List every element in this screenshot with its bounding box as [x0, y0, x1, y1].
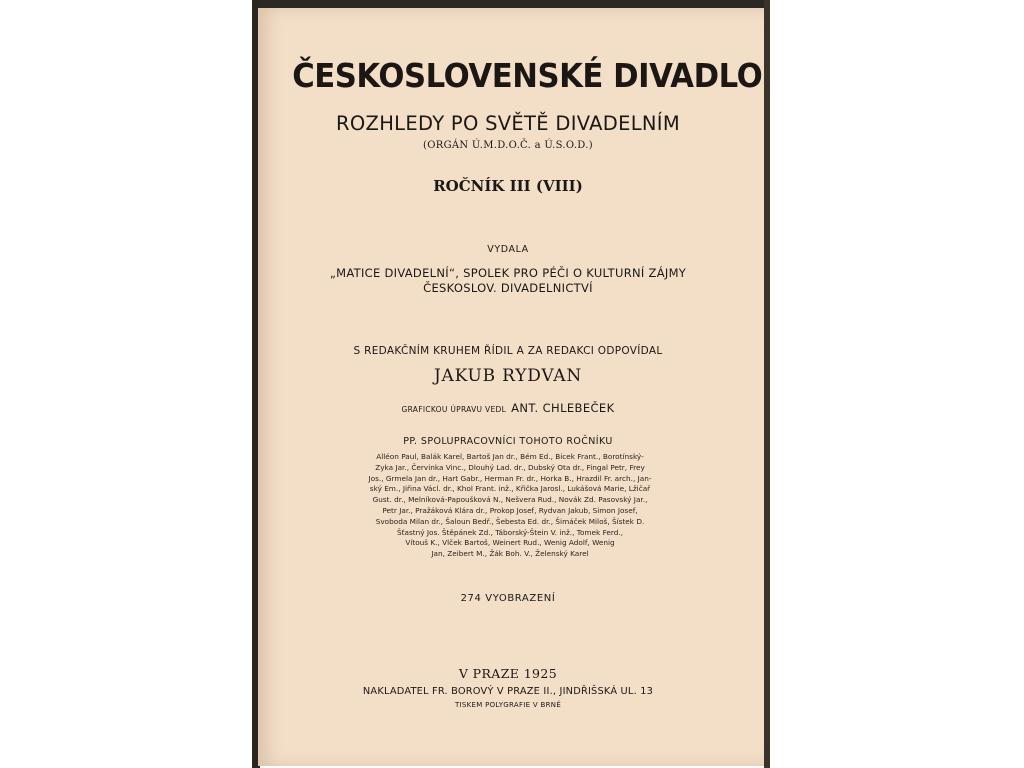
collaborators-heading: PP. SPOLUPRACOVNÍCI TOHOTO ROČNÍKU — [403, 436, 613, 447]
collaborators-line: Gust. dr., Melníková-Papoušková N., Nešvera Rud., Novák Zd. Pasovský Jar., — [372, 495, 648, 505]
published-by-label: VYDALA — [487, 244, 529, 255]
page-subtitle: ROZHLEDY PO SVĚTĚ DIVADELNÍM — [336, 112, 680, 135]
volume-line: ROČNÍK III (VIII) — [433, 177, 583, 195]
collaborators-line: Zyka Jar., Červinka Vinc., Dlouhý Lad. dr., Dubský Ota dr., Fingal Petr, Frey — [375, 462, 645, 472]
collaborators-line: ský Em., Jiřina Václ. dr., Khol Frant. inž., Křička Jarosl., Lukášová Marie, Lžičař — [369, 484, 651, 494]
illustrations-count: 274 VYOBRAZENÍ — [460, 593, 556, 604]
publisher-line-2: ČESKOSLOV. DIVADELNICTVÍ — [423, 281, 593, 295]
collaborators-line: Jan, Zeibert M., Žák Boh. V., Želenský Karel — [431, 549, 589, 559]
collaborators-line: Petr Jar., Pražáková Klára dr., Prokop Josef, Rydvan Jakub, Simon Josef, — [382, 505, 638, 515]
graphics-label: GRAFICKOU ÚPRAVU VEDL — [401, 405, 507, 414]
organ-line: (ORGÁN Ú.M.D.O.Č. a Ú.S.O.D.) — [423, 140, 593, 151]
graphics-credit — [276, 397, 740, 416]
publisher-line-1: „MATICE DIVADELNÍ“, SPOLEK PRO PÉČI O KULTURNÍ ZÁJMY — [329, 266, 687, 280]
collaborators-line: Jos., Grmela Jan dr., Hart Gabr., Herman Fr. dr., Horka B., Hrazdil Fr. arch., Jan- — [368, 473, 652, 483]
collaborators-line: Šťastný Jos. Štěpánek Zd., Táborský-Štein V. inž., Tomek Ferd., — [396, 527, 624, 537]
graphics-name: ANT. CHLEBEČEK — [511, 401, 615, 415]
collaborators-line: Svoboda Milan dr., Šaloun Bedř., Šebesta Ed. dr., Šimáček Miloš, Šístek D. — [375, 516, 645, 526]
editor-name: JAKUB RYDVAN — [433, 366, 583, 386]
editorial-note: S REDAKČNÍM KRUHEM ŘÍDIL A ZA REDAKCI ODPOVÍDAL — [353, 345, 663, 357]
publisher-address: NAKLADATEL FR. BOROVÝ V PRAZE II., JINDŘIŠSKÁ UL. 13 — [362, 686, 654, 697]
collaborators-line: Alléon Paul, Balák Karel, Bartoš Jan dr., Bém Ed., Bicek Frant., Borotínský- — [376, 452, 644, 461]
collaborators-line: Vítouš K., Vlček Bartoš, Weinert Rud., Wenig Adolf, Wenig — [405, 538, 615, 548]
collaborators-list — [296, 452, 724, 560]
page-title: ČESKOSLOVENSKÉ DIVADLO — [292, 56, 763, 95]
printer-line: TISKEM POLYGRAFIE V BRNĚ — [454, 701, 562, 709]
page-right-edge — [764, 0, 770, 768]
place-year: V PRAZE 1925 — [458, 666, 558, 681]
